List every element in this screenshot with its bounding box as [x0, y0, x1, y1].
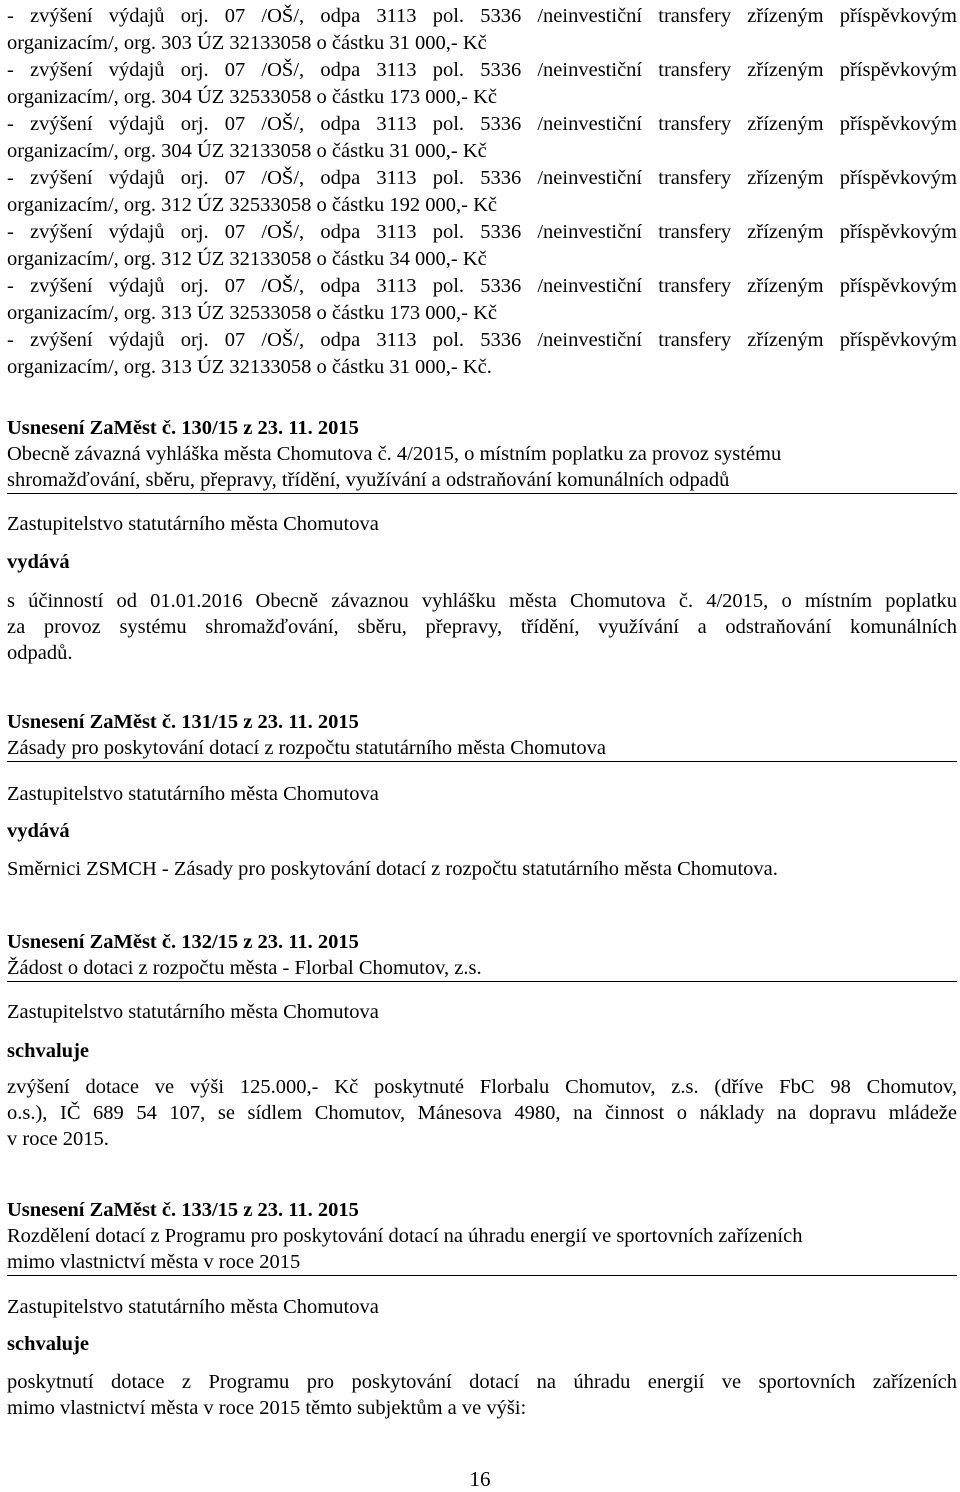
resolution-body-org: Zastupitelstvo statutárního města Chomutova — [7, 1001, 379, 1023]
title-rule — [7, 761, 957, 762]
resolution-heading: Usnesení ZaMěst č. 130/15 z 23. 11. 2015 — [7, 417, 359, 439]
resolution-verb: schvaluje — [7, 1333, 89, 1355]
budget-item-line: organizacím/, org. 313 ÚZ 32533058 o částku 173 000,- Kč — [7, 302, 498, 324]
list-item — [7, 273, 957, 327]
resolution-heading: Usnesení ZaMěst č. 133/15 z 23. 11. 2015 — [7, 1199, 359, 1221]
resolution-heading: Usnesení ZaMěst č. 131/15 z 23. 11. 2015 — [7, 711, 359, 733]
budget-item-line: organizacím/, org. 303 ÚZ 32133058 o částku 31 000,- Kč — [7, 32, 487, 54]
list-item — [7, 111, 957, 165]
budget-item-line: - zvýšení výdajů orj. 07 /OŠ/, odpa 3113 pol. 5336 /neinvestiční transfery zřízeným příspěvkovým — [7, 329, 957, 351]
title-rule — [7, 493, 957, 494]
resolution-verb: schvaluje — [7, 1040, 89, 1062]
budget-item-list — [7, 0, 957, 381]
resolution-text: v roce 2015. — [7, 1128, 109, 1150]
list-item — [7, 165, 957, 219]
resolution-verb: vydává — [7, 551, 70, 573]
resolution-title: Zásady pro poskytování dotací z rozpočtu statutárního města Chomutova — [7, 737, 606, 759]
budget-item-line: organizacím/, org. 312 ÚZ 32533058 o částku 192 000,- Kč — [7, 194, 498, 216]
resolution-body-org: Zastupitelstvo statutárního města Chomutova — [7, 783, 379, 805]
budget-item-line: organizacím/, org. 304 ÚZ 32533058 o částku 173 000,- Kč — [7, 86, 498, 108]
resolution-title: mimo vlastnictví města v roce 2015 — [7, 1251, 301, 1273]
list-item — [7, 57, 957, 111]
budget-item-line: organizacím/, org. 304 ÚZ 32133058 o částku 31 000,- Kč — [7, 140, 487, 162]
resolution-text: poskytnutí dotace z Programu pro poskytování dotací na úhradu energií ve sportovních zařízeních — [7, 1371, 957, 1393]
resolution-text: odpadů. — [7, 642, 73, 664]
resolution-text: zvýšení dotace ve výši 125.000,- Kč poskytnuté Florbalu Chomutov, z.s. (dříve FbC 98 Chomutov, — [7, 1076, 957, 1098]
resolution-title: Rozdělení dotací z Programu pro poskytování dotací na úhradu energií ve sportovních zařízeních — [7, 1225, 803, 1247]
title-rule — [7, 1275, 957, 1276]
page-number: 16 — [469, 1467, 491, 1491]
resolution-heading: Usnesení ZaMěst č. 132/15 z 23. 11. 2015 — [7, 931, 359, 953]
resolution-text: mimo vlastnictví města v roce 2015 těmto subjektům a ve výši: — [7, 1397, 527, 1419]
resolution-131 — [7, 709, 957, 882]
resolution-text: o.s.), IČ 689 54 107, se sídlem Chomutov, Mánesova 4980, na činnost o náklady na dopravu mládeže — [7, 1102, 957, 1124]
resolution-text: Směrnici ZSMCH - Zásady pro poskytování dotací z rozpočtu statutárního města Chomutova. — [7, 858, 778, 880]
budget-item-line: organizacím/, org. 313 ÚZ 32133058 o částku 31 000,- Kč. — [7, 356, 492, 378]
budget-item-line: - zvýšení výdajů orj. 07 /OŠ/, odpa 3113 pol. 5336 /neinvestiční transfery zřízeným příspěvkovým — [7, 59, 957, 81]
resolution-text: s účinností od 01.01.2016 Obecně závaznou vyhlášku města Chomutova č. 4/2015, o místním poplatku — [7, 590, 957, 612]
budget-item-line: - zvýšení výdajů orj. 07 /OŠ/, odpa 3113 pol. 5336 /neinvestiční transfery zřízeným příspěvkovým — [7, 221, 957, 243]
budget-item-line: - zvýšení výdajů orj. 07 /OŠ/, odpa 3113 pol. 5336 /neinvestiční transfery zřízeným příspěvkovým — [7, 5, 957, 27]
resolution-132 — [7, 929, 957, 1152]
resolution-133 — [7, 1197, 957, 1421]
budget-item-line: - zvýšení výdajů orj. 07 /OŠ/, odpa 3113 pol. 5336 /neinvestiční transfery zřízeným příspěvkovým — [7, 275, 957, 297]
resolution-title: Obecně závazná vyhláška města Chomutova č. 4/2015, o místním poplatku za provoz systému — [7, 443, 782, 465]
list-item — [7, 3, 957, 57]
resolution-title: shromažďování, sběru, přepravy, třídění, využívání a odstraňování komunálních odpadů — [7, 469, 730, 491]
list-item — [7, 327, 957, 381]
title-rule — [7, 981, 957, 982]
resolution-body-org: Zastupitelstvo statutárního města Chomutova — [7, 513, 379, 535]
list-item — [7, 219, 957, 273]
document-page — [7, 0, 957, 1419]
resolution-verb: vydává — [7, 820, 70, 842]
budget-item-line: - zvýšení výdajů orj. 07 /OŠ/, odpa 3113 pol. 5336 /neinvestiční transfery zřízeným příspěvkovým — [7, 113, 957, 135]
resolution-body-org: Zastupitelstvo statutárního města Chomutova — [7, 1296, 379, 1318]
resolution-130 — [7, 415, 957, 666]
resolution-text: za provoz systému shromažďování, sběru, přepravy, třídění, využívání a odstraňování komunálních — [7, 616, 957, 638]
budget-item-line: organizacím/, org. 312 ÚZ 32133058 o částku 34 000,- Kč — [7, 248, 487, 270]
resolution-title: Žádost o dotaci z rozpočtu města - Florbal Chomutov, z.s. — [7, 957, 482, 979]
budget-item-line: - zvýšení výdajů orj. 07 /OŠ/, odpa 3113 pol. 5336 /neinvestiční transfery zřízeným příspěvkovým — [7, 167, 957, 189]
